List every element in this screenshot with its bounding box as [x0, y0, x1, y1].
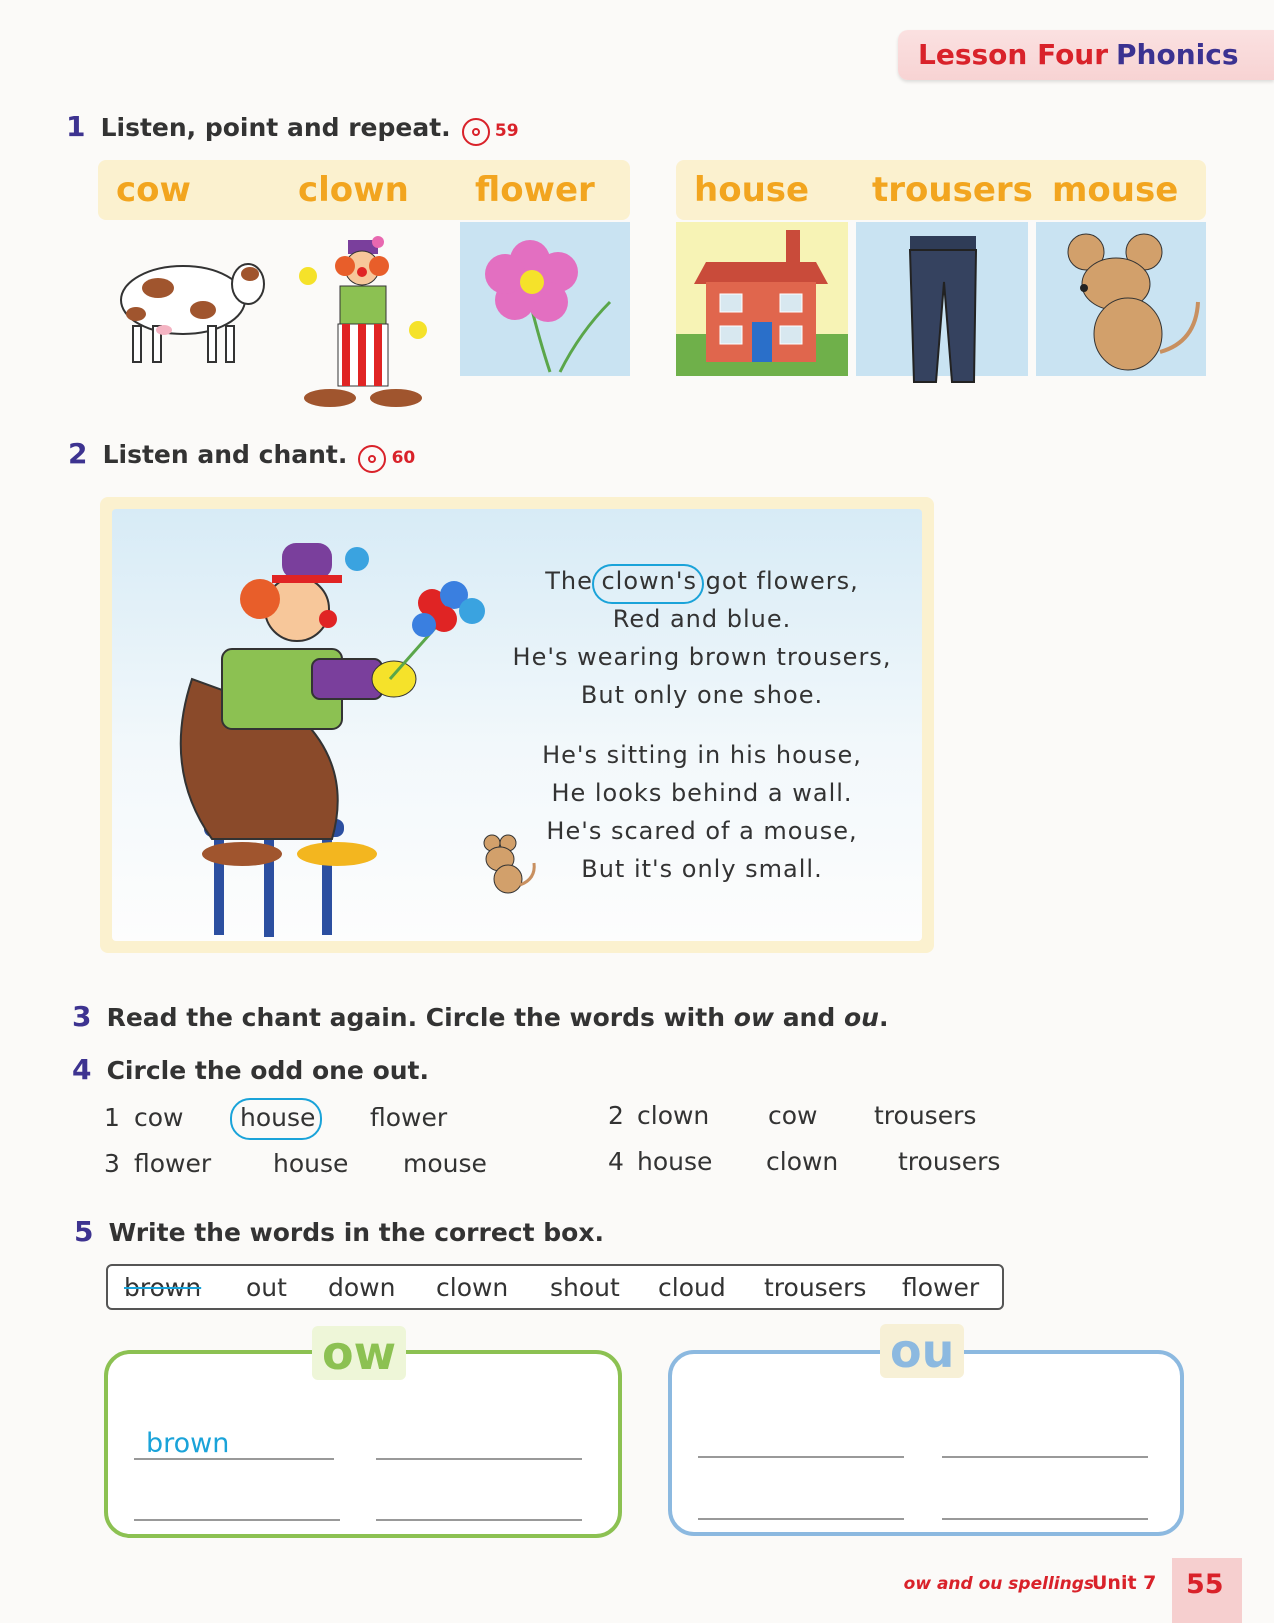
chant-verse1-line2: Red and blue. [612, 605, 792, 633]
chant-verse1-line4: But only one shoe. [580, 681, 824, 709]
ex4-row3-word2[interactable]: house [273, 1149, 349, 1178]
lesson-title: Lesson Four [918, 38, 1109, 71]
ex1-track: 59 [494, 121, 519, 141]
ex5-instruction: Write the words in the correct box. [108, 1218, 604, 1247]
ex1-heading [66, 110, 519, 146]
word-clown: clown [298, 170, 409, 210]
bank-word-brown: brown [124, 1273, 202, 1302]
ex5-heading [74, 1215, 604, 1248]
word-trousers: trousers [872, 170, 1033, 210]
chant-verse2-line2: He looks behind a wall. [551, 779, 853, 807]
chant-box [100, 497, 934, 953]
ex3-dot: . [878, 1003, 889, 1032]
ex4-row3-word1[interactable]: flower [134, 1149, 212, 1178]
ow-line-4[interactable] [376, 1519, 582, 1521]
bank-word-clown: clown [436, 1273, 509, 1302]
word-mouse: mouse [1052, 170, 1179, 210]
house-picture [676, 222, 848, 376]
ex3-heading [72, 1000, 888, 1033]
ex4-row1-word3[interactable]: flower [370, 1103, 448, 1132]
page-number: 55 [1186, 1569, 1224, 1600]
ex4-row1-number: 1 [104, 1103, 120, 1132]
ex4-row1-word2[interactable]: house [240, 1103, 316, 1132]
ow-line-3[interactable] [134, 1519, 340, 1521]
ex2-instruction: Listen and chant. [102, 440, 348, 469]
audio-cd-icon[interactable] [358, 445, 386, 473]
audio-cd-icon[interactable] [462, 118, 490, 146]
ou-line-2[interactable] [942, 1456, 1148, 1458]
ou-line-4[interactable] [942, 1518, 1148, 1520]
ex4-row2-number: 2 [608, 1101, 624, 1130]
word-bank [106, 1264, 1004, 1310]
footer-unit: Unit 7 [1092, 1572, 1157, 1594]
ex4-row2-word1[interactable]: clown [637, 1101, 710, 1130]
ou-line-1[interactable] [698, 1456, 904, 1458]
ex4-instruction: Circle the odd one out. [106, 1056, 430, 1085]
ex3-and: and [773, 1003, 844, 1032]
ex4-row3-word3[interactable]: mouse [403, 1149, 487, 1178]
ex4-row2-word2[interactable]: cow [768, 1101, 818, 1130]
chant-verse2-line4: But it's only small. [581, 855, 823, 883]
clown-picture [290, 228, 440, 413]
word-house: house [694, 170, 810, 210]
ex4-row2-word3[interactable]: trousers [874, 1101, 977, 1130]
ow-line-2[interactable] [376, 1458, 582, 1460]
ex3-instruction: Read the chant again. Circle the words with [106, 1003, 734, 1032]
ex4-row4-word3[interactable]: trousers [898, 1147, 1001, 1176]
chant-verse2-line3: He's scared of a mouse, [546, 817, 858, 845]
cow-picture [98, 222, 274, 372]
ou-box-label: ou [880, 1324, 964, 1378]
chant-verse1-line3: He's wearing brown trousers, [512, 643, 892, 671]
bank-word-out: out [246, 1273, 287, 1302]
ex1-instruction: Listen, point and repeat. [100, 113, 451, 142]
ex2-track: 60 [391, 448, 416, 468]
flower-picture [460, 222, 630, 376]
ex4-row4-word1[interactable]: house [637, 1147, 713, 1176]
word-cow: cow [116, 170, 191, 210]
bank-word-down: down [328, 1273, 396, 1302]
ex4-heading [72, 1053, 429, 1086]
ex2-heading [68, 437, 415, 473]
lesson-header-tab [898, 30, 1274, 80]
ow-box-label: ow [312, 1326, 406, 1380]
ex1-number: 1 [66, 110, 86, 143]
ex4-row4-word2[interactable]: clown [766, 1147, 839, 1176]
ow-line-1[interactable] [134, 1458, 334, 1460]
ou-line-3[interactable] [698, 1518, 904, 1520]
ex3-ou: ou [843, 1003, 879, 1032]
ex4-row4-number: 4 [608, 1147, 624, 1176]
ow-example-answer: brown [146, 1428, 230, 1459]
ex4-row3-number: 3 [104, 1149, 120, 1178]
footer-topic: ow and ou spellings [903, 1574, 1094, 1594]
ex2-number: 2 [68, 437, 88, 470]
lesson-subject: Phonics [1116, 38, 1239, 71]
trousers-picture [856, 222, 1028, 397]
bank-word-trousers: trousers [764, 1273, 867, 1302]
chant-verse2-line1: He's sitting in his house, [542, 741, 862, 769]
bank-word-flower: flower [902, 1273, 980, 1302]
ex4-row1-word1[interactable]: cow [134, 1103, 184, 1132]
chant-verse1-line1: The clown's got flowers, [545, 567, 859, 595]
handwritten-circle-house [230, 1098, 322, 1140]
bank-word-shout: shout [550, 1273, 620, 1302]
ex5-number: 5 [74, 1215, 94, 1248]
bank-word-cloud: cloud [658, 1273, 726, 1302]
ex3-ow: ow [733, 1003, 774, 1032]
word-flower: flower [475, 170, 595, 210]
mouse-picture [1036, 222, 1206, 382]
handwritten-circle-clowns [592, 564, 704, 604]
ex3-number: 3 [72, 1000, 92, 1033]
ex4-number: 4 [72, 1053, 92, 1086]
